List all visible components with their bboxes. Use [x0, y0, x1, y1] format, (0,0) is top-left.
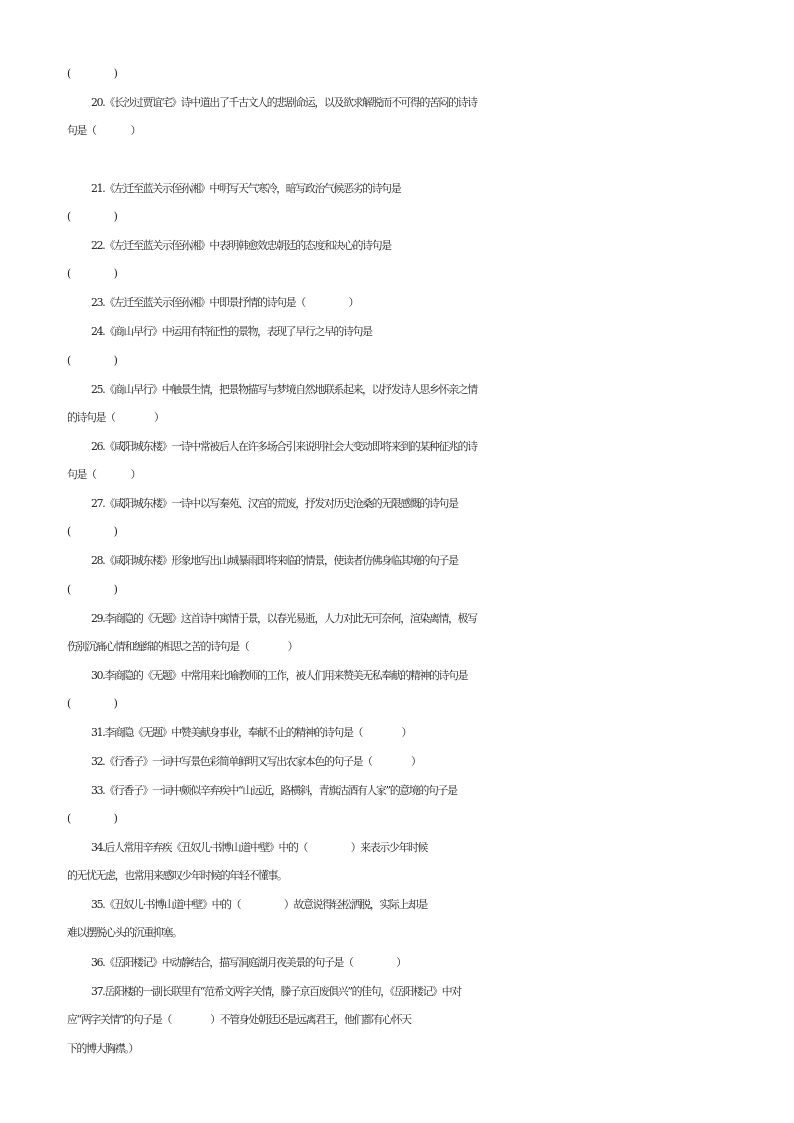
answer-blank-line: ( ): [67, 354, 117, 367]
question-29: 29.李商隐的《无题》这首诗中寓情于景，以春光易逝，人力对此无可奈何，渲染离情，极写: [91, 612, 477, 625]
question-27: 27.《咸阳城东楼》一诗中以写秦苑、汉宫的荒废，抒发对历史沧桑的无限感慨的诗句是: [91, 497, 458, 510]
answer-blank-line: ( ): [67, 525, 117, 538]
answer-blank-line: ( ): [67, 697, 117, 710]
answer-blank-line: ( ): [67, 812, 117, 825]
question-30: 30.李商隐的《无题》中常用来比喻教师的工作，被人们用来赞美无私奉献的精神的诗句是: [91, 669, 468, 682]
question-20: 20.《长沙过贾谊宅》诗中道出了千古文人的悲剧命运，以及欲求解脱而不可得的苦闷的诗诗: [91, 96, 477, 109]
question-32: 32.《行香子》一词中写景色彩简单鲜明又写出农家本色的句子是（ ）: [91, 755, 421, 768]
question-28: 28.《咸阳城东楼》形象地写出山城暴雨即将来临的情景，使读者仿佛身临其境的句子是: [91, 554, 458, 567]
question-35-cont: 难以摆脱心头的沉重抑塞。: [67, 926, 182, 939]
question-29-cont: 伤别沉痛心情和缠绵的相思之苦的诗句是（ ）: [67, 640, 298, 653]
answer-blank-line: ( ): [67, 210, 117, 223]
question-34-cont: 的无忧无虑，也常用来感叹少年时候的年轻不懂事。: [67, 869, 287, 882]
answer-blank-line: ( ): [67, 67, 117, 80]
answer-blank-line: ( ): [67, 583, 117, 596]
question-31: 31.李商隐《无题》中赞美献身事业，奉献不止的精神的诗句是（ ）: [91, 726, 412, 739]
question-37-cont: 应“两字关情”的句子是（ ）不管身处朝廷还是远离君王，他们都有心怀天: [67, 1013, 411, 1026]
question-22: 22.《左迁至蓝关示侄孙湘》中表明韩愈效忠朝廷的态度和决心的诗句是: [91, 239, 391, 252]
question-23: 23.《左迁至蓝关示侄孙湘》中即景抒情的诗句是（ ）: [91, 296, 359, 309]
answer-blank-line: ( ): [67, 267, 117, 280]
question-26-cont: 句是（ ）: [67, 468, 141, 481]
question-37: 37.岳阳楼的一副长联里有“范希文两字关情，滕子京百废俱兴”的佳句，《岳阳楼记》中对: [91, 985, 461, 998]
question-33: 33.《行香子》一词中颇似辛弃疾中“山远近，路横斜，青旗沽酒有人家”的意境的句子是: [91, 784, 457, 797]
question-37-cont: 下的博大胸襟。）: [67, 1042, 138, 1055]
question-25: 25.《商山早行》中触景生情，把景物描写与梦境自然地联系起来，以抒发诗人思乡怀亲之情: [91, 383, 477, 396]
question-36: 36.《岳阳楼记》中动静结合，描写洞庭湖月夜美景的句子是（ ）: [91, 956, 406, 969]
question-35: 35.《丑奴儿·书博山道中壁》中的（ ）故意说得轻松洒脱，实际上却是: [91, 898, 428, 911]
question-26: 26.《咸阳城东楼》一诗中常被后人在许多场合引来说明社会大变动即将来到的某种征兆的诗: [91, 440, 477, 453]
question-34: 34.后人常用辛弃疾《丑奴儿·书博山道中壁》中的（ ）来表示少年时候: [91, 841, 428, 854]
question-20-cont: 句是（ ）: [67, 124, 141, 137]
question-25-cont: 的诗句是（ ）: [67, 411, 164, 424]
question-24: 24.《商山早行》中运用有特征性的景物，表现了早行之早的诗句是: [91, 325, 372, 338]
question-21: 21.《左迁至蓝关示侄孙湘》中明写天气寒冷，暗写政治气候恶劣的诗句是: [91, 182, 401, 195]
